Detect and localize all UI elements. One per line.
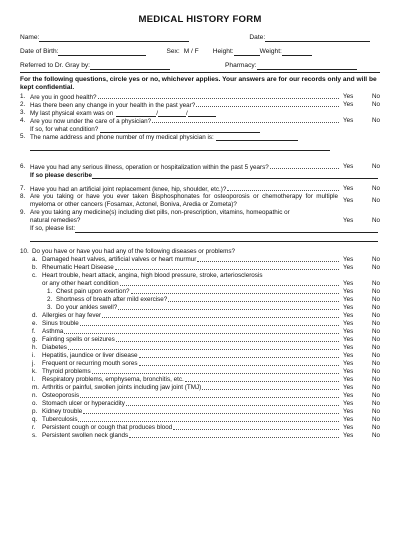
disease-k: k. Thyroid problems Yes No <box>32 367 380 375</box>
medicine-list-field-line2[interactable] <box>30 233 378 242</box>
exam-day-field[interactable] <box>158 109 186 117</box>
question-6-followup: If so please describe <box>20 171 380 179</box>
no-option[interactable]: No <box>371 359 380 367</box>
disease-c2: 2. Shortness of breath after mild exercise? Yes No <box>47 295 380 303</box>
dob-field[interactable] <box>58 48 146 56</box>
disease-a: a. Damaged heart valves, artificial valves or heart murmur Yes No <box>32 255 380 264</box>
yes-option[interactable]: Yes <box>343 367 354 375</box>
yes-option[interactable]: Yes <box>343 415 354 423</box>
yes-option[interactable]: Yes <box>343 359 354 367</box>
yes-option[interactable]: Yes <box>343 343 354 351</box>
physician-line-row <box>20 141 380 151</box>
question-9-followup: If so, please list: <box>20 225 380 233</box>
disease-h: h. Diabetes Yes No <box>32 343 380 351</box>
no-option[interactable]: No <box>371 351 380 359</box>
question-3: 3. My last physical exam was on / / <box>20 109 380 117</box>
question-10: 10. Do you have or have you had any of the following diseases or problems? <box>20 248 236 256</box>
yes-option[interactable]: Yes <box>343 287 354 295</box>
question-4-followup: If so, for what condition? <box>20 125 380 133</box>
no-option[interactable]: No <box>371 311 380 319</box>
question-5: 5. The name address and phone number of my medical physician is: <box>20 133 380 141</box>
disease-d: d. Allergies or hay fever Yes No <box>32 311 380 319</box>
yes-option[interactable]: Yes <box>343 319 354 327</box>
yes-option[interactable]: Yes <box>343 117 354 125</box>
no-option[interactable]: No <box>371 399 380 407</box>
disease-p: p. Kidney trouble Yes No <box>32 407 380 415</box>
yes-option[interactable]: Yes <box>343 311 354 319</box>
referred-label: Referred to Dr. Gray by: <box>20 62 90 69</box>
exam-year-field[interactable] <box>188 109 216 117</box>
disease-e: e. Sinus trouble Yes No <box>32 319 380 327</box>
yes-option[interactable]: Yes <box>343 295 354 303</box>
disease-i: i. Hepatitis, jaundice or liver disease Yes No <box>32 351 380 359</box>
no-option[interactable]: No <box>371 423 380 431</box>
date-field[interactable] <box>265 34 370 42</box>
condition-field[interactable] <box>100 125 260 133</box>
no-option[interactable]: No <box>371 319 380 327</box>
no-option[interactable]: No <box>371 383 380 391</box>
name-label: Name: <box>20 34 40 41</box>
no-option[interactable]: No <box>371 431 380 439</box>
yes-option[interactable]: Yes <box>343 391 354 399</box>
yes-option[interactable]: Yes <box>343 375 354 383</box>
yes-option[interactable]: Yes <box>343 263 354 271</box>
referred-pharmacy-row <box>20 56 380 70</box>
yes-option[interactable]: Yes <box>343 327 354 335</box>
yes-option[interactable]: Yes <box>343 279 354 287</box>
disease-m: m. Arthritis or painful, swollen joints including jaw joint (TMJ) Yes No <box>32 383 380 391</box>
question-9: 9. Are you taking any medicine(s) including diet pills, non-prescription, vitamins, homeopathic or natural remedies? Yes No <box>20 209 380 225</box>
weight-label: Weight: <box>259 48 282 55</box>
medicine-list-field[interactable] <box>75 225 378 233</box>
question-8: 8. Are you taking or have you ever taken Bisphosphonates for osteoporosis or chemotherapy for multiple myeloma or other cancers (Fosamax, Actonel, Boniva, Aredia or Zometa)? Yes No <box>20 193 380 209</box>
referred-field[interactable] <box>90 62 170 70</box>
no-option[interactable]: No <box>371 327 380 335</box>
disease-c3: 3. Do your ankles swell? Yes No <box>47 303 380 311</box>
no-option[interactable]: No <box>371 303 380 311</box>
disease-c1: 1. Chest pain upon exertion? Yes No <box>47 287 380 295</box>
no-option[interactable]: No <box>371 101 380 109</box>
physician-field[interactable] <box>216 133 298 141</box>
yes-option[interactable]: Yes <box>343 303 354 311</box>
disease-c: c. Heart trouble, heart attack, angina, high blood pressure, stroke, arteriosclerosis <box>32 271 263 279</box>
name-field[interactable] <box>39 34 189 42</box>
no-option[interactable]: No <box>371 197 380 205</box>
dob-label: Date of Birth: <box>20 48 59 55</box>
yes-option[interactable]: Yes <box>343 163 354 171</box>
disease-g: g. Fainting spells or seizures Yes No <box>32 335 380 343</box>
medicine-line-row <box>20 233 380 242</box>
no-option[interactable]: No <box>371 163 380 171</box>
no-option[interactable]: No <box>371 367 380 375</box>
yes-option[interactable]: Yes <box>343 351 354 359</box>
disease-c-cont: or any other heart condition Yes No <box>42 279 380 287</box>
disease-r: r. Persistent cough or cough that produces blood Yes No <box>32 423 380 431</box>
no-option[interactable]: No <box>371 279 380 287</box>
no-option[interactable]: No <box>371 391 380 399</box>
yes-option[interactable]: Yes <box>343 431 354 439</box>
yes-option[interactable]: Yes <box>343 101 354 109</box>
no-option[interactable]: No <box>371 295 380 303</box>
sex-label: Sex: <box>166 48 180 55</box>
question-2: 2. Has there been any change in your health in the past year? Yes No <box>20 101 380 109</box>
yes-option[interactable]: Yes <box>343 255 354 263</box>
disease-j: j. Frequent or recurring mouth sores Yes No <box>32 359 380 367</box>
yes-option[interactable]: Yes <box>343 407 354 415</box>
divider <box>20 72 380 73</box>
disease-q: q. Tuberculosis Yes No <box>32 415 380 423</box>
question-1: 1. Are you in good health? Yes No <box>20 93 380 101</box>
yes-option[interactable]: Yes <box>343 217 354 225</box>
disease-n: n. Osteoporosis Yes No <box>32 391 380 399</box>
dob-sex-row <box>20 42 380 56</box>
illness-description-field[interactable] <box>92 171 378 179</box>
physician-field-line2[interactable] <box>30 141 330 151</box>
pharmacy-label: Pharmacy: <box>225 62 257 69</box>
no-option[interactable]: No <box>371 407 380 415</box>
weight-field[interactable] <box>282 48 312 56</box>
exam-month-field[interactable] <box>116 109 156 117</box>
instructions: For the following questions, circle yes or no, whichever applies. Your answers are for our records only and will be kept confidential. <box>20 76 377 92</box>
no-option[interactable]: No <box>371 375 380 383</box>
no-option[interactable]: No <box>371 287 380 295</box>
yes-option[interactable]: Yes <box>343 423 354 431</box>
disease-s: s. Persistent swollen neck glands Yes No <box>32 431 380 439</box>
height-label: Height: <box>212 48 234 55</box>
disease-f: f. Asthma Yes No <box>32 327 380 335</box>
pharmacy-field[interactable] <box>257 62 357 70</box>
yes-option[interactable]: Yes <box>343 197 354 205</box>
no-option[interactable]: No <box>371 93 380 101</box>
yes-option[interactable]: Yes <box>343 399 354 407</box>
date-label: Date: <box>249 34 266 41</box>
no-option[interactable]: No <box>371 217 380 225</box>
sex-options[interactable]: M / F <box>183 48 199 55</box>
form-title: MEDICAL HISTORY FORM <box>138 14 262 25</box>
no-option[interactable]: No <box>371 343 380 351</box>
question-7: 7. Have you had an artificial joint replacement (knee, hip, shoulder, etc.)? Yes No <box>20 185 380 193</box>
yes-option[interactable]: Yes <box>343 93 354 101</box>
question-6: 6. Have you had any serious illness, operation or hospitalization within the past 5 years? Yes No <box>20 163 380 171</box>
no-option[interactable]: No <box>371 263 380 271</box>
disease-l: l. Respiratory problems, emphysema, bronchitis, etc. Yes No <box>32 375 380 383</box>
height-field[interactable] <box>234 48 260 56</box>
no-option[interactable]: No <box>371 255 380 263</box>
disease-o: o. Stomach ulcer or hyperacidity Yes No <box>32 399 380 407</box>
name-date-row <box>20 28 380 42</box>
no-option[interactable]: No <box>371 185 380 193</box>
no-option[interactable]: No <box>371 117 380 125</box>
yes-option[interactable]: Yes <box>343 335 354 343</box>
yes-option[interactable]: Yes <box>343 383 354 391</box>
disease-b: b. Rheumatic Heart Disease Yes No <box>32 263 380 272</box>
question-4: 4. Are you now under the care of a physician? Yes No <box>20 117 380 125</box>
no-option[interactable]: No <box>371 415 380 423</box>
yes-option[interactable]: Yes <box>343 185 354 193</box>
no-option[interactable]: No <box>371 335 380 343</box>
